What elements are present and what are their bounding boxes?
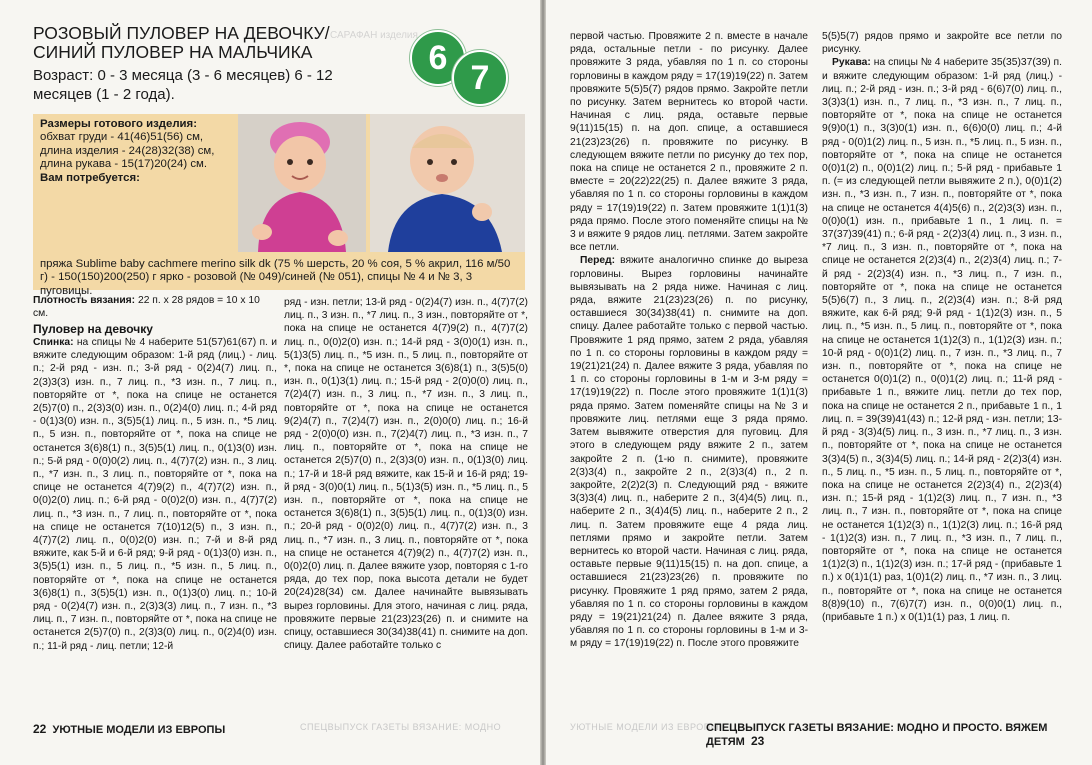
section-title: Пуловер на девочку: [33, 322, 153, 336]
model-number-badge: 7: [452, 50, 508, 106]
show-through-footer: СПЕЦВЫПУСК ГАЗЕТЫ ВЯЗАНИЕ: МОДНО: [300, 722, 502, 732]
page-number: 22: [33, 722, 47, 736]
back-instructions-cont: ряд - изн. петли; 13-й ряд - 0(2)4(7) изн. п., 4(7)7(2) лиц. п., 3 изн. п., *7 лиц. п., 3 изн., повторяйте от *, пока на спице не останется 4(7)9(2) п., 4(7)7(2) лиц. п., 0(0)2(0) изн. п.; 14-й ряд - 3(0)0(1) изн. п., 5(1)3(5) лиц. п., *5 изн. п., 5 лиц. п., повторяйте от *, пока на спице не останется 3(6)8(1) п., 3(5)5(0) изн. п., 0(1)3(1) лиц. п.; 15-й ряд - 2(0)0(0) лиц. п., 7(2)4(7) изн. п., 3 лиц. п., *7 изн. п., 3 лиц. п., повторяйте от *, пока на спице не останется 9(2)4(7) п., 7(2)4(7) изн. п., 2(0)0(0) лиц. п.; 16-й ряд - 2(0)0(0) изн. п., 7(2)4(7) лиц. п., *3 изн. п., 7 лиц. п., повторяйте от *, пока на спице не останется 2(5)7(0) п., 2(3)3(0) изн. п., 0(1)3(0) лиц. п.; 17-й и 18-й ряд вяжите, как 15-й и 16-й ряд; 19-й ряд - 3(0)0(1) лиц. п., 5(1)3(5) изн. п., *5 лиц. п., 5 изн. п., повторяйте от *, пока на спице не останется 3(6)8(1) п., 3(5)5(1) лиц. п., 0(1)3(0) изн. п.; 20-й ряд - 0(0)2(0) лиц. п., 4(7)7(2) изн. п., 3 лиц. п., *7 изн. п., 3 лиц. п., повторяйте от *, пока на спице не останется 4(7)9(2) п., 4(7)7(2) изн. п., 0(0)2(0) лиц. п. Далее вяжите узор, повторяя с 1-го ряда, до тех пор, пока высота детали не будет 20(24)28(34) см. Далее начинайте вывязывать вырез горловины. Для этого, начиная с лиц. ряда, провяжите первые 21(23)23(26) п. и снимите на спицу, оставшиеся 30(34)38(41) п. снимите на доп. спицу. Далее работайте только с: [284, 297, 528, 652]
baby-boy-illustration: [370, 114, 525, 252]
baby-girl-illustration: [238, 114, 366, 252]
show-through-footer: УЮТНЫЕ МОДЕЛИ ИЗ ЕВРОПЫ: [570, 722, 720, 732]
materials-label: Вам потребуется:: [40, 171, 140, 184]
left-page: [0, 0, 540, 765]
front-paragraph: [570, 254, 808, 650]
footer-title: СПЕЦВЫПУСК ГАЗЕТЫ ВЯЗАНИЕ: МОДНО И ПРОСТО. ВЯЖЕМ ДЕТЯМ: [706, 722, 1048, 748]
footer-right: [706, 722, 1092, 748]
front-instructions: вяжите аналогично спинке до выреза горловины. Вырез горловины начинайте вывязывать на 2 ряда ниже. Начиная с лиц. ряда, вяжите 21(23)23(26) п. по рисунку, оставшиеся 30(34)38(41) п. снимите на доп. спицу. Далее работайте только с первой частью. Провяжите 1 ряд прямо, затем 2 ряда, убавляя по 1 п. со стороны горловины в каждом ряду = 19(21)21(24) п. Далее вяжите 3 ряда, убавляя по 1 п. со стороны горловины в 1-м и 3-м ряду = 17(19)19(22) п. После этого провяжите 1(1)1(3) ряда прямо. Затем поменяйте спицы на № 3 и провяжите лиц. петлями еще 3 ряда прямо. Затем вывяжите отверстия для пуговиц. Для этого в следующем ряду вяжите 2 п., затем закройте 2 п. (1-ю п. снимите), провяжите 2(3)3(4) п., закройте 2 п., 2(3)3(4) п., 2 п. закройте, 2(2)2(3) п. Следующий ряд - вяжите 3(3)3(4) лиц. п., наберите 2 п., 3(4)4(5) лиц. п., наберите 2 п., 3(4)4(5) лиц. п., наберите 2 п., 2 лиц. п. Затем провяжите еще 4 ряда лиц. петлями прямо и закройте петли. Затем вернитесь ко второй части. Начиная с лиц. ряда, оставьте первые 9(11)15(15) п. на доп. спице, а оставшиеся 21(23)23(26) п. провяжите по рисунку. Провяжите 1 ряд прямо, затем 2 ряда, убавляя по 1 п. со стороны горловины в каждом ряду = 19(21)21(24) п. Далее вяжите 3 ряда, убавляя по 1 п. со стороны горловины в 1-м и 3-м ряду = 17(19)19(22) п. После этого провяжите: [570, 255, 808, 650]
back-instructions-end: первой частью. Провяжите 2 п. вместе в начале ряда, остальные петли - по рисунку. Далее провяжите 3 ряда, убавляя по 1 п. со стороны горловины в каждом ряду = 17(19)19(22) п. Затем провяжите 5(5)5(7) рядов прямо. Закройте петли по рисунку. Затем вернитесь ко второй части. Начиная с лиц. ряда, оставьте первые 9(11)15(15) п. на доп. спице, а оставшиеся 21(23)23(26) п. провяжите по рисунку. В следующем вяжите петли по рисунку до тех пор, пока на спице не останется 2 п., провяжите 2 п. вместе = 20(22)22(25) п. Далее вяжите 3 ряда, убавляя по 1 п. со стороны горловины в каждом ряду = 17(19)19(22) п. Затем провяжите 1(1)1(3) ряда прямо. После этого поменяйте спицы на № 3 и вяжите 9 рядов лиц. петлями. Затем закройте все петли.: [570, 31, 808, 254]
text-column-right-1: [570, 30, 808, 651]
back-instructions: на спицы № 4 наберите 51(57)61(67) п. и вяжите следующим образом: 1-й ряд (лиц.) - лиц. п.; 2-й ряд - изн. п.; 3-й ряд - 0(2)4(7) лиц. п., 2(3)3(3) изн. п., 7 лиц. п., *3 изн. п., 7 лиц. п., повторяйте от *, пока на спице не останется 2(5)7(0) п., 2(3)3(0) изн. п., 0(2)4(0) лиц. п.; 4-й ряд - 0(1)3(0) изн. п., 3(5)5(1) лиц. п., 5 изн. п., *5 лиц. п., 5 изн. п., повторяйте от *, пока на спице не останется 3(6)8(1) п., 3(5)5(1) лиц. п., 0(1)3(0) изн. п.; 5-й ряд - 0(0)0(2) лиц. п., 4(7)7(2) изн. п., 3 лиц. п., *7 изн. п., 3 лиц. п., повторяйте от *, пока на спице не останется 4(7)9(2) п., 4(7)7(2) изн. п., 0(0)2(0) лиц. п.; 6-й ряд - 0(0)2(0) изн. п., 4(7)7(2) лиц. п., *3 изн. п., 7 лиц. п., повторяйте от *, пока на спице не останется 7(10)12(5) п., 3 изн. п., 4(7)7(2) лиц. п., 0(0)2(0) изн. п.; 7-й и 8-й ряд вяжите, как 5-й и 6-й ряд; 9-й ряд - 0(1)3(0) изн. п., 3(5)5(1) изн. п., 5 лиц. п., *5 изн. п., 5 лиц. п., повторяйте от *, пока на спице не останется 3(6)8(1) п., 3(5)5(1) изн. п., 0(1)3(0) лиц. п.; 10-й ряд - 0(2)4(7) изн. п., 2(3)3(3) лиц. п., 7 изн. п., *3 лиц. п., 7 изн. п., повторяйте от *, пока на спице не останется 2(5)7(0) п., 2(3)3(0) лиц. п., 0(2)4(0) изн. п.; 11-й ряд - лиц. петли; 12-й: [33, 337, 277, 652]
column-paragraph: [33, 336, 277, 653]
right-page: [546, 0, 1092, 765]
front-label: Перед:: [580, 255, 616, 267]
show-through-text: САРАФАН изделия: [330, 30, 418, 41]
text-column-left-1: [33, 336, 277, 653]
page-number: 23: [750, 734, 765, 748]
age-range: Возраст: 0 - 3 месяца (3 - 6 месяцев) 6 - 12 месяцев (1 - 2 года).: [33, 67, 333, 103]
back-label: Спинка:: [33, 337, 74, 348]
footer-title: УЮТНЫЕ МОДЕЛИ ИЗ ЕВРОПЫ: [52, 724, 226, 736]
materials-text: пряжа Sublime baby cachmere merino silk dk (75 % шерсть, 20 % соя, 5 % акрил, 116 м/50 г) - 150(150)200(250) г ярко - розовой (№ 049)/синей (№ 051), спицы № 4 и № 3, 3 пуговицы.: [40, 258, 511, 297]
gauge-label: Плотность вязания:: [33, 295, 136, 306]
sizes-text: обхват груди - 41(46)51(56) см, длина изделия - 24(28)32(38) см, длина рукава - 15(17)20(24) см.: [40, 131, 215, 171]
front-instructions-end: 5(5)5(7) рядов прямо и закройте все петли по рисунку.: [822, 31, 1062, 56]
gauge-text: 22 п. x 28 рядов = 10 x 10 см.: [33, 295, 260, 320]
sizes-block: [40, 118, 235, 185]
pattern-title: РОЗОВЫЙ ПУЛОВЕР НА ДЕВОЧКУ/ СИНИЙ ПУЛОВЕР НА МАЛЬЧИКА: [33, 23, 330, 62]
text-column-left-2: [284, 296, 528, 652]
footer-left: [33, 722, 225, 736]
photo-girl-pink-sweater: [238, 114, 366, 252]
sleeves-instructions: на спицы № 4 наберите 35(35)37(39) п. и вяжите следующим образом: 1-й ряд (лиц.) - лиц. п.; 2-й ряд - изн. п.; 3-й ряд - 6(6)7(0) лиц. п., 3(3)3(1) изн. п., 7 лиц. п., *3 изн. п., 7 лиц. п., повторяйте от *, пока на спице не останется 9(9)0(1) п., 3(3)0(1) изн. п., 6(6)0(0) лиц. п.; 4-й ряд - 0(0)1(2) лиц. п., 5 изн. п., *5 лиц. п., 5 изн. п., повторяйте от *, пока на спице не останется 0(0)1(2) п., 0(0)1(2) лиц. п.; 5-й ряд - прибавьте 1 п. (= из следующей петли вывяжите 2 п.), 0(0)1(2) изн. п., *3 изн. п., 7 изн. п., повторяйте от *, пока на спице не останется 4(4)5(6) п., 2(2)3(3) изн. п., 0(0)0(1) изн. п., прибавьте 1 п., 1 лиц. п. = 37(37)39(41) п.; 6-й ряд - 2(2)3(4) лиц. п., 3 изн. п., *7 лиц. п., 3 изн. п., повторяйте от *, пока на спице не останется 2(2)3(4) п., 2(2)3(4) лиц. п.; 7-й ряд - 2(2)3(4) изн. п., *3 лиц. п., 7 изн. п., повторяйте от *, пока на спице не останется 5(5)6(7) п., 3 лиц. п., 2(2)3(4) изн. п.; 8-й ряд вяжите, как 6-й ряд; 9-й ряд - 1(1)2(3) изн. п., 5 лиц. п., *5 изн. п., 5 лиц. п., повторяйте от *, пока на спице не останется 1(1)2(3) п., 1(1)2(3) изн. п.; 10-й ряд - 0(0)1(2) лиц. п., 7 изн. п., *3 лиц. п., 7 изн. п., повторяйте от *, пока на спице не останется 0(0)1(2) п., 0(0)1(2) лиц. п.; 11-й ряд - прибавьте 1 п., вяжите лиц. петли до тех пор, пока на спице не останется 2 п., прибавьте 1 п., 1 лиц. п. = 39(39)41(43) п.; 12-й ряд - изн. петли; 13-й ряд - 3(3)4(5) лиц. п., 3 изн. п., *7 лиц. п., 3 изн. п., повторяйте от *, пока на спице не останется 3(3)4(5) п., 3(3)4(5) лиц. п.; 14-й ряд - 2(2)3(4) изн. п., 5 лиц. п., *5 изн. п., 5 лиц. п., повторяйте от *, пока на спице не останется 2(2)3(4) п., 2(2)3(4) изн. п.; 15-й ряд - 1(1)2(3) лиц. п., 7 изн. п., *3 лиц. п., 7 изн. п., повторяйте от *, пока на спице не останется 1(1)2(3) п., 1(1)2(3) лиц. п.; 16-й ряд - 1(1)2(3) изн. п., 7 лиц. п., *3 изн. п., 7 лиц. п., повторяйте от *, пока на спице не останется 1(1)2(3) п., 1(1)2(3) изн. п.; 17-й ряд - (прибавьте 1 п.) x 0(1)1(1) раз, 1(0)1(2) лиц. п., *7 изн. п., 3 лиц. п., повторяйте от *, пока на спице не останется 8(8)9(10) п., 7(6)7(7) изн. п., 0(0)0(1) лиц. п., (прибавьте 1 п.) x 0(1)1(1) раз, 1 лиц. п.: [822, 57, 1062, 623]
text-column-right-2: [822, 30, 1062, 624]
photo-boy-blue-sweater: [370, 114, 525, 252]
sleeves-paragraph: [822, 56, 1062, 624]
model-number-badge: 6: [410, 30, 466, 86]
sizes-label: Размеры готового изделия:: [40, 118, 197, 130]
gauge-block: [33, 294, 277, 320]
sleeves-label: Рукава:: [832, 57, 871, 69]
